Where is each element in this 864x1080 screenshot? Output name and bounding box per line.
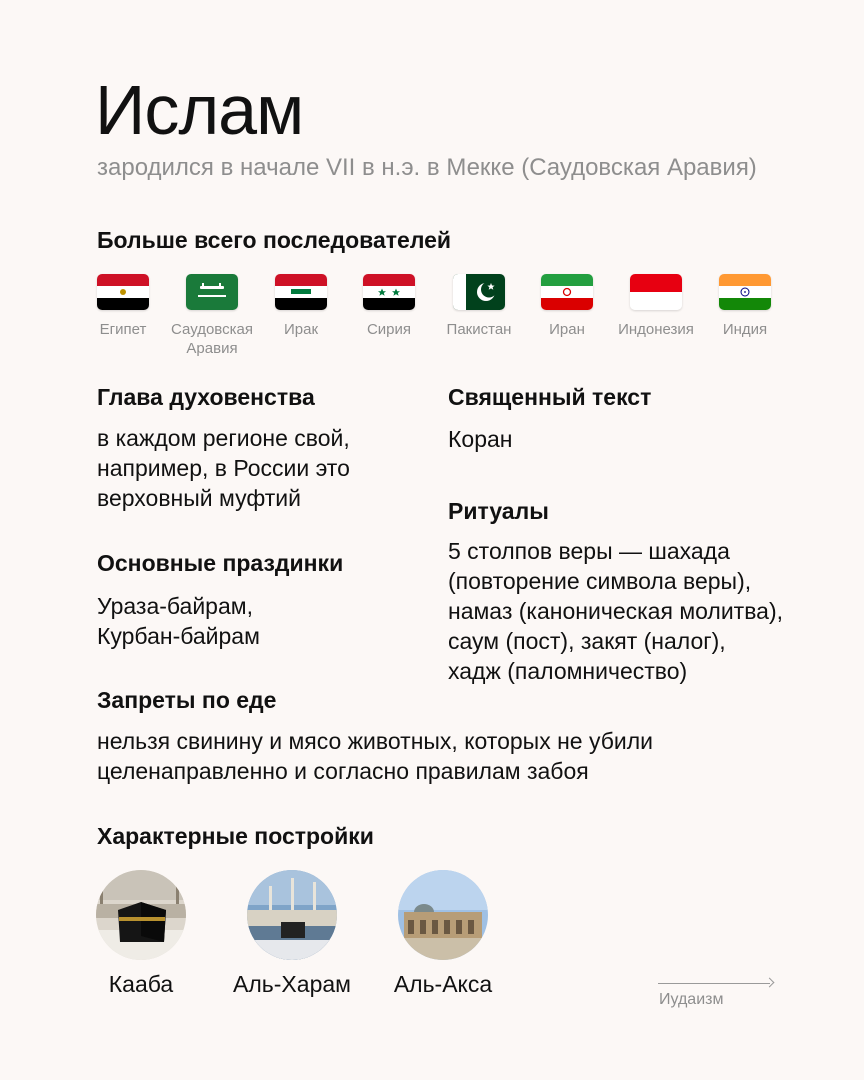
scripture-text: Коран [448, 426, 513, 452]
clergy-text [97, 423, 350, 513]
indonesia-flag-icon [630, 274, 682, 310]
al-aqsa-image [398, 870, 488, 960]
egypt-flag-icon [97, 274, 149, 310]
clergy-line: например, в России это [97, 455, 350, 481]
rituals-line: хадж (паломничество) [448, 658, 688, 684]
country-egypt [78, 274, 168, 339]
iran-flag-icon [541, 274, 593, 310]
country-india [700, 274, 790, 339]
country-label: Саудовская Аравия [171, 321, 253, 357]
buildings-heading: Характерные постройки [97, 823, 374, 849]
country-label: Иран [549, 321, 585, 338]
country-syria [344, 274, 434, 339]
holidays-text [97, 591, 260, 651]
kaaba-label: Кааба [108, 971, 174, 997]
rituals-line: (повторение символа веры), [448, 568, 752, 594]
rituals-line: 5 столпов веры — шахада [448, 538, 730, 564]
food-line: нельзя свинину и мясо животных, которых не убили [97, 728, 654, 754]
country-label: Индонезия [618, 321, 694, 338]
country-label: Египет [99, 321, 147, 338]
country-label: Индия [722, 321, 768, 338]
holidays-heading: Основные праздинки [97, 550, 344, 576]
food-heading: Запреты по еде [97, 687, 277, 713]
rituals-heading: Ритуалы [448, 498, 549, 524]
page-title: Ислам [95, 71, 304, 149]
followers-heading: Больше всего последователей [97, 227, 452, 253]
syria-flag-icon [363, 274, 415, 310]
food-text [97, 726, 653, 786]
country-label: Сирия [366, 321, 412, 338]
clergy-line: в каждом регионе свой, [97, 425, 350, 451]
country-label: Ирак [283, 321, 319, 338]
next-link-label: Иудаизм [659, 991, 724, 1008]
country-label: Пакистан [446, 321, 512, 338]
rituals-text [448, 536, 783, 686]
clergy-heading: Глава духовенства [97, 384, 315, 410]
page-subtitle: зародился в начале VII в н.э. в Мекке (Саудовская Аравия) [97, 154, 757, 181]
pakistan-flag-icon [453, 274, 505, 310]
arrow-right-icon [658, 983, 770, 984]
country-saudi-arabia [167, 274, 257, 358]
al-aqsa-label: Аль-Акса [393, 971, 493, 997]
scripture-heading: Священный текст [448, 384, 652, 410]
al-haram-image [247, 870, 337, 960]
clergy-line: верховный муфтий [97, 485, 301, 511]
holidays-line: Ураза-байрам, [97, 593, 253, 619]
country-pakistan [434, 274, 524, 339]
saudi-arabia-flag-icon [186, 274, 238, 310]
arrow-head-icon [765, 978, 775, 988]
rituals-line: саум (пост), закят (налог), [448, 628, 726, 654]
country-indonesia [611, 274, 701, 339]
country-iran [522, 274, 612, 339]
india-flag-icon [719, 274, 771, 310]
al-haram-label: Аль-Харам [233, 971, 351, 997]
food-line: целенаправленно и согласно правилам забоя [97, 758, 589, 784]
iraq-flag-icon [275, 274, 327, 310]
kaaba-image [96, 870, 186, 960]
country-iraq [256, 274, 346, 339]
holidays-line: Курбан-байрам [97, 623, 260, 649]
rituals-line: намаз (каноническая молитва), [448, 598, 784, 624]
